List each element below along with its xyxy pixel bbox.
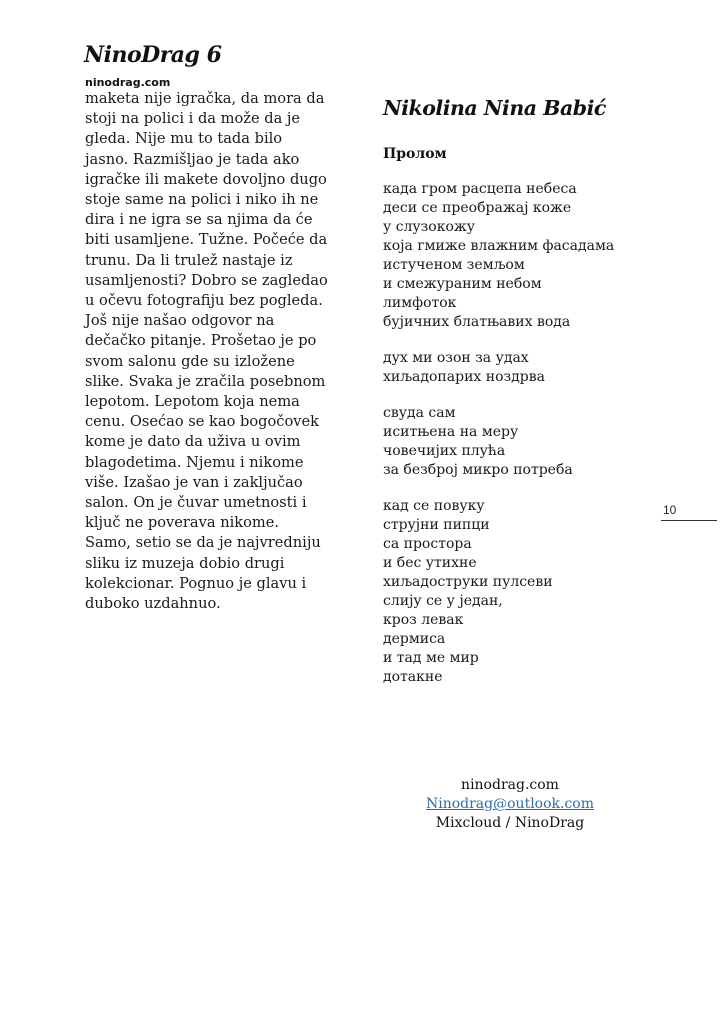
- footer-mixcloud: Mixcloud / NinoDrag: [435, 815, 585, 831]
- footer-email-link[interactable]: Ninodrag@outlook.com: [425, 796, 595, 812]
- story-line: lepotom. Lepotom koja nema: [85, 393, 300, 411]
- story-line: dira i ne igra se sa njima da će: [85, 211, 313, 229]
- story-line: gleda. Nije mu to tada bilo: [85, 130, 283, 148]
- poem-line: лимфоток: [383, 295, 457, 311]
- poem-line: хиљадоструки пулсеви: [383, 574, 553, 590]
- story-line: sliku iz muzeja dobio drugi: [85, 554, 285, 572]
- poem-line: и смежураним небом: [383, 276, 542, 292]
- page-number: 10: [663, 503, 677, 517]
- story-line: slike. Svaka je zračila posebnom: [85, 372, 326, 390]
- poem-line: која гмиже влажним фасадама: [383, 238, 615, 254]
- poem-line: човечијих плућа: [383, 443, 506, 459]
- poem-line: кроз левак: [383, 612, 464, 628]
- magazine-brand-title: NinoDrag 6: [84, 42, 222, 68]
- story-continuation: [85, 89, 355, 614]
- poem-stanza: [383, 180, 614, 332]
- poem-line: слију се у један,: [383, 593, 503, 609]
- story-line: duboko uzdahnuo.: [85, 595, 221, 613]
- poem-title: Пролом: [383, 146, 447, 162]
- footer-contacts: [410, 776, 610, 833]
- magazine-brand-url: ninodrag.com: [85, 76, 171, 89]
- poem-line: за безброј микро потреба: [383, 462, 573, 478]
- poem-body: [383, 180, 614, 704]
- poem-line: у слузокожу: [383, 219, 476, 235]
- poem-line: дух ми озон за удах: [383, 350, 529, 366]
- poem-line: деси се преображај коже: [383, 200, 572, 216]
- story-line: svom salonu gde su izložene: [85, 352, 295, 370]
- poem-line: и тад ме мир: [383, 650, 479, 666]
- poem-stanza: [383, 497, 614, 687]
- story-line: salon. On je čuvar umetnosti i: [85, 494, 307, 512]
- story-line: ključ ne poverava nikome.: [85, 514, 280, 532]
- story-line: Samo, setio se da je najvredniju: [85, 534, 321, 552]
- poem-line: иситњена на меру: [383, 424, 519, 440]
- story-line: dečačko pitanje. Prošetao je po: [85, 332, 317, 350]
- poem-stanza: [383, 404, 614, 480]
- poem-line: истученом земљом: [383, 257, 525, 273]
- poem-line: кад се повуку: [383, 498, 485, 514]
- story-line: jasno. Razmišljao je tada ako: [85, 150, 300, 168]
- story-line: biti usamljene. Tužne. Počeće da: [85, 231, 328, 249]
- story-line: kome je dato da uživa u ovim: [85, 433, 301, 451]
- poem-line: хиљадопарих ноздрва: [383, 369, 545, 385]
- story-line: Još nije našao odgovor na: [85, 312, 275, 330]
- poem-author: Nikolina Nina Babić: [383, 96, 606, 120]
- story-line: maketa nije igračka, da mora da: [85, 90, 325, 107]
- story-line: stoje same na polici i niko ih ne: [85, 191, 319, 209]
- poem-line: дермиса: [383, 631, 446, 647]
- story-line: usamljenosti? Dobro se zagledao: [85, 271, 328, 289]
- story-line: blagodetima. Njemu i nikome: [85, 453, 304, 471]
- story-line: trunu. Da li trulež nastaje iz: [85, 251, 293, 269]
- poem-line: дотакне: [383, 669, 443, 685]
- poem-line: када гром расцепа небеса: [383, 181, 577, 197]
- story-line: stoji na polici i da može da je: [85, 110, 301, 128]
- poem-line: са простора: [383, 536, 472, 552]
- poem-line: свуда сам: [383, 405, 456, 421]
- story-line: kolekcionar. Pognuo je glavu i: [85, 574, 307, 592]
- footer-site: ninodrag.com: [461, 777, 559, 793]
- story-line: cenu. Osećao se kao bogočovek: [85, 413, 319, 431]
- poem-line: и бес утихне: [383, 555, 477, 571]
- page-number-rule: [661, 520, 717, 521]
- poem-stanza: [383, 349, 614, 387]
- poem-line: бујичних блатњавих вода: [383, 314, 571, 330]
- poem-line: струјни пипци: [383, 517, 490, 533]
- story-line: igračke ili makete dovoljno dugo: [85, 170, 327, 188]
- story-line: više. Izašao je van i zaključao: [85, 473, 303, 491]
- story-line: u očevu fotografiju bez pogleda.: [85, 292, 323, 310]
